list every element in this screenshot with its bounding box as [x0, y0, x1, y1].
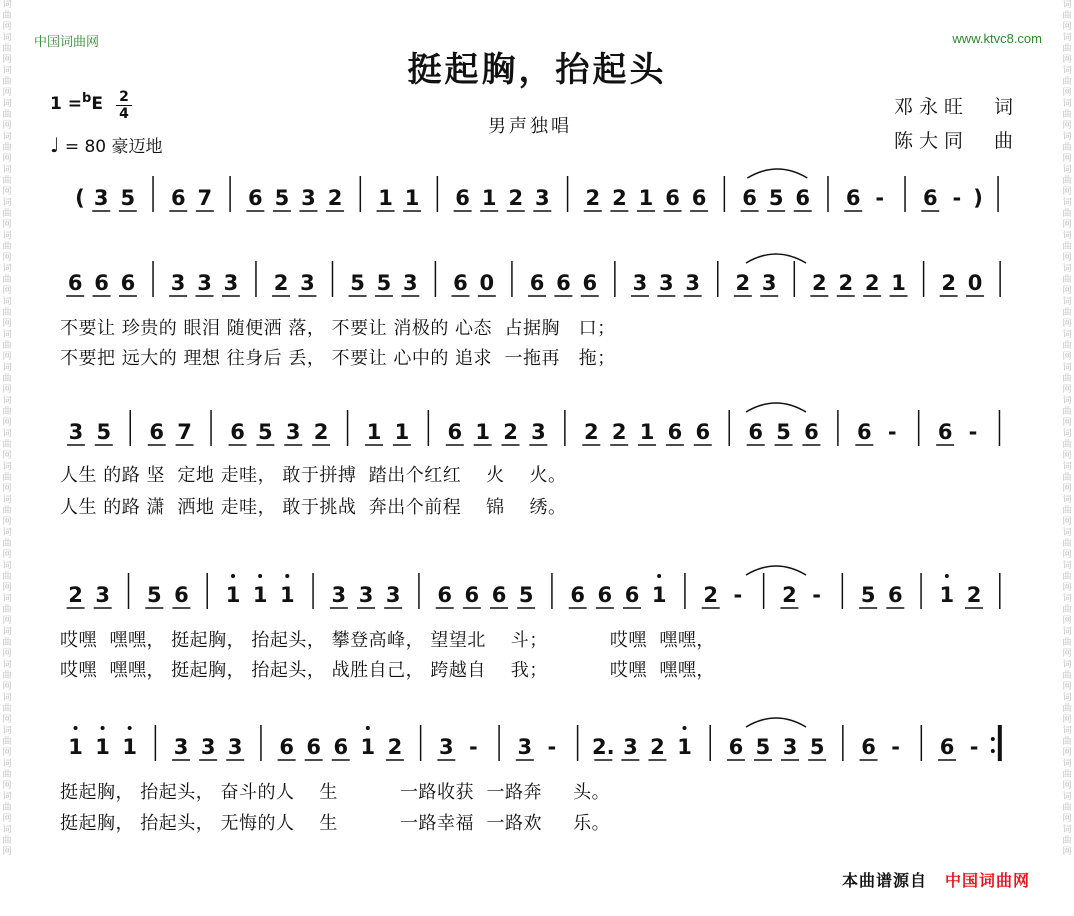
score-note: - — [875, 186, 885, 210]
score-note: 5 — [350, 271, 365, 295]
score-note: 1 — [891, 271, 906, 295]
score-note: - — [812, 583, 821, 607]
score-note: 6 — [742, 186, 757, 210]
site-url-right: www.ktvc8.com — [952, 31, 1042, 46]
lyricist-credit: 邓永旺 词 — [894, 96, 1020, 118]
score-note: 6 — [333, 735, 349, 759]
score-note: 6 — [306, 735, 322, 759]
score-note: 6 — [597, 583, 613, 607]
lyric-line-3-verse-2: 人生 的路 潇 洒地 走哇， 敢于挑战 奔出个前程 锦 绣。 — [60, 497, 567, 518]
score-note: 2 — [273, 271, 289, 295]
score-note: 5 — [860, 583, 876, 607]
score-note: 6 — [120, 271, 136, 295]
score-note: 6 — [170, 186, 186, 210]
score-note: 1 — [475, 420, 490, 444]
tempo-text: = 80 豪迈地 — [64, 137, 163, 157]
score-note: 3 — [173, 735, 189, 759]
score-note: 2 — [68, 583, 83, 607]
key-note: E — [91, 94, 103, 114]
score-note: 1 — [95, 735, 110, 759]
score-note: 0 — [479, 271, 495, 295]
score-note: - — [891, 735, 900, 759]
score-note: 6 — [455, 186, 470, 210]
score-note: 1 — [677, 735, 692, 759]
score-note: - — [547, 735, 557, 759]
meter-bottom: 4 — [119, 106, 129, 122]
score-note: 2 — [864, 271, 880, 295]
footer-site: 中国词曲网 — [945, 871, 1031, 890]
quarter-note-icon: ♩ — [50, 133, 60, 157]
score-note: 3 — [200, 735, 216, 759]
tie-arc — [746, 566, 806, 575]
score-note: 6 — [728, 735, 744, 759]
score-note: 2 — [782, 583, 797, 607]
score-note: 2 — [327, 186, 343, 210]
score-note: 5 — [120, 186, 136, 210]
score-note: 2 — [584, 420, 599, 444]
score-note: 2. — [592, 735, 615, 759]
score-note: 3 — [623, 735, 638, 759]
score-note: - — [969, 735, 979, 759]
score-note: 3 — [300, 271, 315, 295]
score-note: 2 — [941, 271, 956, 295]
score-note: 1 — [252, 583, 268, 607]
score-note: 6 — [861, 735, 876, 759]
score-note: 3 — [385, 583, 401, 607]
score-note: 1 — [638, 186, 654, 210]
score-note: 6 — [437, 583, 453, 607]
lyric-line-3-verse-1: 人生 的路 坚 定地 走哇， 敢于拼搏 踏出个红红 火 火。 — [60, 465, 567, 486]
footer-label: 本曲谱源自 — [842, 871, 928, 890]
score-note: 6 — [453, 271, 468, 295]
score-note: 5 — [776, 420, 791, 444]
octave-dot — [101, 726, 105, 730]
score-note: 6 — [248, 186, 263, 210]
score-note: 3 — [782, 735, 798, 759]
repeat-dot — [991, 749, 995, 753]
octave-dot — [74, 726, 78, 730]
score-note: 1 — [68, 735, 83, 759]
score-note: 2 — [966, 583, 982, 607]
score-note: - — [968, 420, 978, 444]
score-note: 3 — [531, 420, 546, 444]
score-note: 5 — [518, 583, 534, 607]
score-note: 6 — [447, 420, 463, 444]
score-note: 6 — [230, 420, 245, 444]
repeat-dot — [991, 737, 995, 741]
score-note: 3 — [95, 583, 111, 607]
score-note: 6 — [556, 271, 571, 295]
score-note: 6 — [582, 271, 598, 295]
score-note: 5 — [376, 271, 392, 295]
score-note: 3 — [301, 186, 316, 210]
tie-arc — [746, 718, 806, 727]
lyric-line-4-verse-1: 哎嘿 嘿嘿， 挺起胸， 抬起头， 攀登高峰， 望望北 斗； 哎嘿 嘿嘿， — [60, 630, 715, 651]
score-note: 5 — [809, 735, 825, 759]
score-note: 1 — [939, 583, 955, 607]
octave-dot — [683, 726, 687, 730]
composer-credit: 陈大同 曲 — [894, 130, 1020, 152]
score-note: 6 — [748, 420, 764, 444]
score-note: 3 — [517, 735, 533, 759]
lyric-line-5-verse-1: 挺起胸， 抬起头， 奋斗的人 生 一路收获 一路奔 头。 — [60, 782, 611, 803]
score-note: 1 — [651, 583, 667, 607]
score-note: - — [733, 583, 743, 607]
score-note: 1 — [639, 420, 655, 444]
score-note: 6 — [857, 420, 872, 444]
score-note: 3 — [93, 186, 109, 210]
octave-dot — [285, 574, 289, 578]
score-note: 5 — [768, 186, 784, 210]
score-note: 2 — [612, 186, 627, 210]
score-note: 6 — [795, 186, 811, 210]
score-note: 1 — [481, 186, 497, 210]
score-note: 6 — [667, 420, 683, 444]
score-note: 2 — [611, 420, 627, 444]
score-note: 3 — [331, 583, 347, 607]
score-note: 5 — [274, 186, 290, 210]
score-note: 5 — [96, 420, 112, 444]
score-note: - — [952, 186, 962, 210]
score-note: 3 — [535, 186, 550, 210]
score-note: 1 — [394, 420, 410, 444]
score-note: 1 — [225, 583, 241, 607]
score-note: 3 — [227, 735, 243, 759]
score-note: 2 — [503, 420, 518, 444]
score-note: 6 — [570, 583, 586, 607]
lyric-line-4-verse-2: 哎嘿 嘿嘿， 挺起胸， 抬起头， 战胜自己， 跨越自 我； 哎嘿 嘿嘿， — [60, 660, 715, 681]
lyric-line-5-verse-2: 挺起胸， 抬起头， 无悔的人 生 一路幸福 一路欢 乐。 — [60, 813, 611, 834]
score-note: 1 — [279, 583, 295, 607]
score-note: 2 — [812, 271, 827, 295]
score-note: 6 — [691, 186, 707, 210]
score-note: 6 — [695, 420, 711, 444]
score-note: 6 — [491, 583, 507, 607]
octave-dot — [128, 726, 132, 730]
score-note: 3 — [197, 271, 212, 295]
score-note: 6 — [804, 420, 819, 444]
watermark-strip-right: 词曲网词曲网词曲网词曲网词曲网词曲网词曲网词曲网词曲网词曲网词曲网词曲网词曲网词曲网词曲网词曲网词曲网词曲网词曲网词曲网词曲网词曲网词曲网词曲网词曲网词曲网 — [1062, 0, 1072, 857]
score-note: 2 — [508, 186, 524, 210]
score-note: 2 — [838, 271, 854, 295]
lyric-line-2-verse-1: 不要让 珍贵的 眼泪 随便洒 落， 不要让 消极的 心态 占据胸 口； — [60, 318, 616, 339]
score-note: 6 — [464, 583, 480, 607]
octave-dot — [231, 574, 235, 578]
performance-type: 男声独唱 — [488, 116, 572, 137]
score-note: 3 — [358, 583, 374, 607]
score-note: 1 — [366, 420, 382, 444]
score-note: 3 — [658, 271, 674, 295]
score-note: 1 — [378, 186, 393, 210]
score-note: 6 — [887, 583, 903, 607]
score-note: 2 — [650, 735, 665, 759]
tie-arc — [747, 169, 807, 178]
score-note: 3 — [223, 271, 239, 295]
score-note: 3 — [285, 420, 301, 444]
score-note: 0 — [967, 271, 983, 295]
score-note: - — [469, 735, 478, 759]
score-note: 2 — [313, 420, 329, 444]
score-note: 5 — [146, 583, 162, 607]
score-note: 6 — [937, 420, 953, 444]
flat-sign: b — [82, 91, 92, 106]
score-note: 3 — [685, 271, 701, 295]
score-note: 3 — [761, 271, 777, 295]
score-note: 3 — [68, 420, 84, 444]
site-name-left: 中国词曲网 — [34, 35, 100, 50]
score-note: 6 — [67, 271, 83, 295]
score-note: 6 — [174, 583, 189, 607]
score-note: ) — [973, 186, 983, 210]
score-note: 6 — [94, 271, 109, 295]
tie-arc — [746, 403, 806, 412]
score-note: 6 — [529, 271, 545, 295]
score-note: 7 — [197, 186, 213, 210]
score-note: ( — [75, 186, 85, 210]
score-note: 1 — [360, 735, 376, 759]
meter-top: 2 — [119, 89, 129, 105]
key-prefix: 1 = — [50, 94, 82, 114]
tie-arc — [746, 254, 806, 263]
score-note: 2 — [703, 583, 719, 607]
score-note: 6 — [624, 583, 640, 607]
score-note: 5 — [755, 735, 771, 759]
score-note: 2 — [735, 271, 751, 295]
score-note: 6 — [845, 186, 861, 210]
octave-dot — [657, 574, 661, 578]
score-note: 6 — [939, 735, 955, 759]
score-note: 7 — [177, 420, 192, 444]
score-note: 3 — [632, 271, 648, 295]
score-note: 6 — [149, 420, 165, 444]
score-note: 6 — [665, 186, 680, 210]
score-note: - — [887, 420, 897, 444]
octave-dot — [366, 726, 370, 730]
score-note: 1 — [404, 186, 420, 210]
lyric-line-2-verse-2: 不要把 远大的 理想 往身后 丢， 不要让 心中的 追求 一拖再 拖； — [60, 348, 616, 369]
score-note: 3 — [170, 271, 186, 295]
score-note: 5 — [258, 420, 273, 444]
octave-dot — [258, 574, 262, 578]
score-note: 6 — [922, 186, 938, 210]
octave-dot — [945, 574, 949, 578]
footer-source — [842, 868, 1030, 891]
score-note: 2 — [387, 735, 403, 759]
song-title: 挺起胸，抬起头 — [407, 50, 667, 90]
score-note: 3 — [403, 271, 418, 295]
watermark-strip-left: 词曲网词曲网词曲网词曲网词曲网词曲网词曲网词曲网词曲网词曲网词曲网词曲网词曲网词曲网词曲网词曲网词曲网词曲网词曲网词曲网词曲网词曲网词曲网词曲网词曲网词曲网 — [2, 0, 12, 857]
score-note: 3 — [439, 735, 454, 759]
score-note: 2 — [585, 186, 601, 210]
score-note: 1 — [122, 735, 137, 759]
score-note: 6 — [279, 735, 294, 759]
